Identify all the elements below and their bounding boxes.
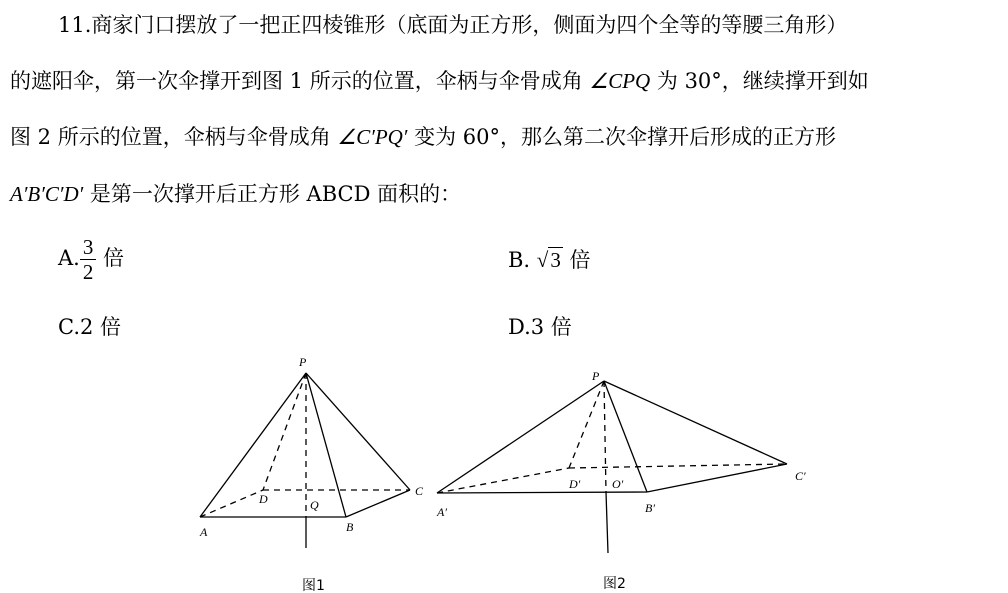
edge-pd <box>263 373 306 490</box>
edge-bc <box>346 490 410 517</box>
fig1-caption: 图1 <box>302 578 325 593</box>
angle-cpq-prime: ∠C′PQ′ <box>337 125 408 149</box>
option-b-label: B. <box>508 248 537 272</box>
fig2-label-q: O′ <box>612 477 624 491</box>
edge-a-b-prime <box>437 492 647 493</box>
square-prime-label: A′B′C′D′ <box>10 182 84 206</box>
fig1-label-c: C <box>415 484 424 498</box>
edge-d-c-prime <box>569 464 787 468</box>
fig1-label-b: B <box>346 520 354 534</box>
umbrella-handle-2 <box>606 492 608 553</box>
angle-cpq: ∠CPQ <box>589 69 651 93</box>
fig1-label-q: Q <box>310 498 319 512</box>
fig2-caption: 图2 <box>603 576 626 592</box>
option-b-sqrt: √3 <box>536 248 561 272</box>
axis-pq-prime-hidden <box>604 381 606 492</box>
figure-1 <box>200 373 410 548</box>
option-b-unit: 倍 <box>562 248 591 272</box>
fig2-label-c: C′ <box>795 469 806 483</box>
question-text-2a: 的遮阳伞，第一次伞撑开到图 1 所示的位置，伞柄与伞骨成角 <box>10 69 590 93</box>
fig2-label-a: A′ <box>437 505 447 519</box>
option-a-unit: 倍 <box>96 246 125 270</box>
edge-b-c-prime <box>647 464 787 492</box>
question-text-4b: 是第一次撑开后正方形 ABCD 面积的： <box>83 182 462 206</box>
fig2-label-p: P <box>592 369 600 383</box>
question-text-3b: 变为 60°，那么第二次伞撑开后形成的正方形 <box>407 125 836 149</box>
fig2-label-b: B′ <box>645 501 655 515</box>
fig2-label-d: D′ <box>569 477 581 491</box>
fig1-label-p: P <box>299 355 307 369</box>
option-a-numerator: 3 <box>80 235 97 260</box>
option-a-label: A. <box>58 246 80 270</box>
option-a-denominator: 2 <box>82 260 94 284</box>
option-c-text: C.2 倍 <box>58 315 122 339</box>
figure-2 <box>437 381 787 553</box>
question-text-1: 11.商家门口摆放了一把正四棱锥形（底面为正方形，侧面为四个全等的等腰三角形） <box>58 13 848 37</box>
edge-pa <box>200 373 306 517</box>
fig1-label-a: A <box>200 525 208 539</box>
question-text-2b: 为 30°，继续撑开到如 <box>650 69 869 93</box>
option-d-text: D.3 倍 <box>508 315 572 339</box>
edge-pd-prime <box>569 381 604 468</box>
question-text-3a: 图 2 所示的位置，伞柄与伞骨成角 <box>10 125 338 149</box>
option-b-radicand: 3 <box>550 248 561 272</box>
fig1-label-d: D <box>259 492 268 506</box>
